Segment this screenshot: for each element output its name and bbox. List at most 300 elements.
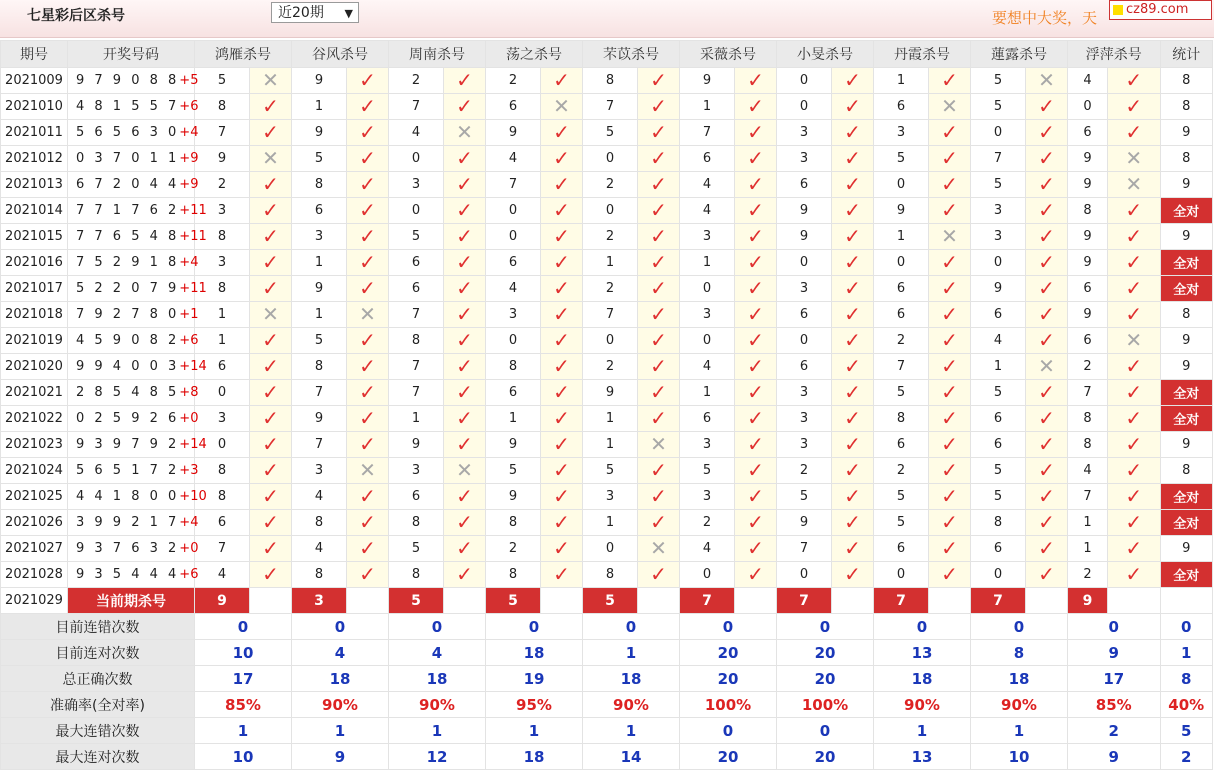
check-icon: ✓ (1125, 458, 1143, 482)
kill-number-cell: 7 (389, 354, 444, 380)
result-cell (347, 198, 389, 224)
kill-number-cell: 1 (292, 250, 347, 276)
result-cell (541, 146, 583, 172)
check-icon: ✓ (747, 380, 764, 404)
all-correct-badge: 全对 (1160, 250, 1213, 276)
check-icon: ✓ (1038, 328, 1055, 352)
result-cell (347, 510, 389, 536)
check-icon: ✓ (747, 484, 764, 508)
summary-value: 4 (389, 640, 486, 666)
result-cell (444, 276, 486, 302)
cross-icon: ✕ (941, 224, 958, 248)
kill-number-cell: 2 (680, 510, 735, 536)
result-cell (735, 120, 777, 146)
kill-number-cell: 6 (1068, 328, 1108, 354)
draw-numbers: 9 7 9 0 8 8 (76, 73, 180, 88)
table-row (1, 354, 1213, 380)
draw-bonus: +3 (179, 463, 199, 478)
period-cell: 2021021 (1, 380, 68, 406)
kill-number-cell: 7 (583, 94, 638, 120)
kill-number-cell: 1 (389, 406, 444, 432)
table-row (1, 536, 1213, 562)
summary-row (1, 640, 1213, 666)
kill-number-cell: 7 (583, 302, 638, 328)
kill-number-cell: 6 (486, 94, 541, 120)
kill-number-cell: 6 (874, 536, 929, 562)
result-cell (832, 354, 874, 380)
summary-value: 0 (874, 614, 971, 640)
result-cell (832, 406, 874, 432)
draw-bonus: +6 (179, 333, 199, 348)
period-cell: 2021009 (1, 68, 68, 94)
kill-number-cell: 4 (680, 536, 735, 562)
kill-number-cell: 6 (486, 380, 541, 406)
result-cell (444, 432, 486, 458)
result-cell (1026, 120, 1068, 146)
kill-number-cell: 3 (971, 198, 1026, 224)
check-icon: ✓ (359, 120, 376, 144)
kill-number-cell: 6 (195, 510, 250, 536)
check-icon: ✓ (1038, 198, 1055, 222)
result-cell (347, 94, 389, 120)
draw-bonus: +11 (179, 281, 207, 296)
result-cell (444, 94, 486, 120)
check-icon: ✓ (650, 68, 667, 92)
kill-number-cell: 0 (874, 172, 929, 198)
check-icon: ✓ (941, 458, 958, 482)
draw-bonus: +0 (179, 541, 199, 556)
result-cell (444, 250, 486, 276)
check-icon: ✓ (844, 146, 861, 170)
current-kill-number: 7 (874, 588, 929, 614)
check-icon: ✓ (553, 484, 570, 508)
result-cell (832, 432, 874, 458)
summary-value: 95% (486, 692, 583, 718)
kill-number-cell: 1 (874, 68, 929, 94)
check-icon: ✓ (844, 276, 861, 300)
result-cell (832, 94, 874, 120)
summary-value: 10 (195, 640, 292, 666)
check-icon: ✓ (1038, 406, 1055, 430)
result-cell (250, 146, 292, 172)
draw-numbers-cell (68, 510, 199, 536)
check-icon: ✓ (941, 406, 958, 430)
table-row (1, 432, 1213, 458)
check-icon: ✓ (456, 146, 473, 170)
top-bar (0, 0, 1214, 38)
check-icon: ✓ (844, 120, 861, 144)
kill-number-cell: 9 (777, 224, 832, 250)
check-icon: ✓ (1038, 172, 1055, 196)
kill-number-cell: 1 (583, 250, 638, 276)
result-cell (638, 458, 680, 484)
kill-number-cell: 8 (1068, 406, 1108, 432)
check-icon: ✓ (941, 276, 958, 300)
result-cell (444, 224, 486, 250)
result-cell (541, 406, 583, 432)
kill-number-cell: 9 (195, 146, 250, 172)
kill-number-cell: 7 (777, 536, 832, 562)
check-icon: ✓ (650, 354, 667, 378)
kill-number-cell: 9 (1068, 250, 1108, 276)
summary-value: 0 (292, 614, 389, 640)
result-cell (1108, 224, 1161, 250)
draw-numbers-cell (68, 328, 199, 354)
check-icon: ✓ (1038, 146, 1055, 170)
kill-number-cell: 0 (486, 198, 541, 224)
result-cell (347, 276, 389, 302)
result-cell (832, 276, 874, 302)
result-cell (444, 562, 486, 588)
period-select[interactable] (271, 2, 359, 23)
kill-number-cell: 8 (195, 94, 250, 120)
check-icon: ✓ (941, 562, 958, 586)
blank-cell (1160, 588, 1213, 614)
result-cell (1026, 536, 1068, 562)
result-cell (929, 328, 971, 354)
result-cell (1108, 562, 1161, 588)
result-cell (638, 484, 680, 510)
kill-number-cell: 9 (389, 432, 444, 458)
result-cell (1108, 510, 1161, 536)
check-icon: ✓ (747, 224, 764, 248)
summary-value: 18 (583, 666, 680, 692)
cross-icon: ✕ (1038, 68, 1055, 92)
kill-number-cell: 5 (971, 68, 1026, 94)
kill-number-cell: 1 (292, 302, 347, 328)
kill-number-cell: 9 (292, 120, 347, 146)
summary-value: 1 (486, 718, 583, 744)
kill-number-cell: 4 (1068, 458, 1108, 484)
result-cell (347, 484, 389, 510)
result-cell (832, 68, 874, 94)
col-header-expert: 芣苡杀号 (583, 41, 680, 68)
result-cell (250, 380, 292, 406)
result-cell (929, 562, 971, 588)
result-cell (1026, 94, 1068, 120)
result-cell (347, 458, 389, 484)
result-cell (1026, 250, 1068, 276)
blank-cell (929, 588, 971, 614)
summary-value: 20 (777, 666, 874, 692)
check-icon: ✓ (262, 328, 279, 352)
kill-number-cell: 3 (777, 120, 832, 146)
check-icon: ✓ (650, 120, 667, 144)
summary-value: 0 (583, 614, 680, 640)
current-kill-number: 5 (486, 588, 541, 614)
period-cell: 2021014 (1, 198, 68, 224)
check-icon: ✓ (359, 224, 376, 248)
check-icon: ✓ (747, 432, 764, 456)
check-icon: ✓ (1038, 510, 1055, 534)
result-cell (929, 198, 971, 224)
result-cell (735, 328, 777, 354)
kill-number-cell: 8 (1068, 198, 1108, 224)
draw-numbers: 5 6 5 6 3 0 (76, 125, 180, 140)
check-icon: ✓ (844, 250, 861, 274)
summary-value: 12 (389, 744, 486, 770)
result-cell (250, 536, 292, 562)
check-icon: ✓ (747, 562, 764, 586)
check-icon: ✓ (844, 432, 861, 456)
draw-numbers: 0 2 5 9 2 6 (76, 411, 180, 426)
result-cell (250, 484, 292, 510)
check-icon: ✓ (553, 302, 570, 326)
result-cell (929, 276, 971, 302)
check-icon: ✓ (456, 302, 473, 326)
check-icon: ✓ (747, 68, 764, 92)
draw-numbers: 9 3 5 4 4 4 (76, 567, 180, 582)
check-icon: ✓ (262, 562, 279, 586)
kill-number-cell: 5 (874, 380, 929, 406)
result-cell (347, 302, 389, 328)
result-cell (347, 432, 389, 458)
kill-number-cell: 0 (680, 328, 735, 354)
kill-number-cell: 7 (680, 120, 735, 146)
kill-number-cell: 6 (292, 198, 347, 224)
result-cell (929, 68, 971, 94)
kill-number-cell: 5 (486, 458, 541, 484)
draw-numbers-cell (68, 94, 199, 120)
check-icon: ✓ (456, 328, 473, 352)
kill-number-cell: 5 (971, 458, 1026, 484)
check-icon: ✓ (650, 94, 667, 118)
result-cell (347, 354, 389, 380)
draw-numbers-cell (68, 68, 199, 94)
check-icon: ✓ (844, 68, 861, 92)
check-icon: ✓ (941, 172, 958, 196)
cross-icon: ✕ (941, 94, 958, 118)
draw-numbers: 6 7 2 0 4 4 (76, 177, 180, 192)
check-icon: ✓ (941, 536, 958, 560)
result-cell (832, 172, 874, 198)
draw-bonus: +6 (179, 567, 199, 582)
kill-number-cell: 0 (389, 198, 444, 224)
period-select-value: 近20期 (278, 5, 324, 21)
check-icon: ✓ (359, 94, 376, 118)
blank-cell (638, 588, 680, 614)
summary-value: 1 (292, 718, 389, 744)
summary-value: 90% (971, 692, 1068, 718)
summary-stat: 5 (1160, 718, 1213, 744)
check-icon: ✓ (262, 250, 279, 274)
check-icon: ✓ (1125, 94, 1143, 118)
kill-number-cell: 0 (777, 94, 832, 120)
result-cell (541, 432, 583, 458)
summary-value: 20 (777, 744, 874, 770)
period-cell: 2021028 (1, 562, 68, 588)
draw-bonus: +1 (179, 307, 199, 322)
check-icon: ✓ (456, 562, 473, 586)
stat-cell: 9 (1160, 536, 1213, 562)
summary-row (1, 666, 1213, 692)
result-cell (929, 250, 971, 276)
check-icon: ✓ (1125, 354, 1143, 378)
result-cell (832, 120, 874, 146)
kill-number-cell: 6 (874, 302, 929, 328)
period-cell: 2021023 (1, 432, 68, 458)
kill-number-cell: 5 (292, 146, 347, 172)
result-cell (832, 380, 874, 406)
check-icon: ✓ (1125, 250, 1143, 274)
cross-icon: ✕ (262, 146, 279, 170)
result-cell (347, 120, 389, 146)
kill-number-cell: 6 (777, 354, 832, 380)
check-icon: ✓ (650, 380, 667, 404)
check-icon: ✓ (747, 302, 764, 326)
kill-number-cell: 0 (971, 250, 1026, 276)
summary-stat: 1 (1160, 640, 1213, 666)
result-cell (541, 354, 583, 380)
summary-row (1, 614, 1213, 640)
result-cell (541, 198, 583, 224)
check-icon: ✓ (553, 146, 570, 170)
result-cell (735, 562, 777, 588)
kill-number-cell: 1 (583, 510, 638, 536)
table-row (1, 146, 1213, 172)
result-cell (638, 536, 680, 562)
result-cell (638, 250, 680, 276)
current-kill-number: 7 (680, 588, 735, 614)
check-icon: ✓ (359, 276, 376, 300)
summary-value: 18 (971, 666, 1068, 692)
result-cell (735, 458, 777, 484)
summary-value: 19 (486, 666, 583, 692)
cross-icon: ✕ (650, 536, 667, 560)
result-cell (1108, 458, 1161, 484)
summary-value: 1 (874, 718, 971, 744)
col-header-expert: 蓮露杀号 (971, 41, 1068, 68)
kill-number-cell: 0 (680, 562, 735, 588)
check-icon: ✓ (1125, 432, 1143, 456)
kill-number-cell: 8 (292, 172, 347, 198)
check-icon: ✓ (553, 172, 570, 196)
kill-number-cell: 8 (389, 562, 444, 588)
check-icon: ✓ (747, 406, 764, 430)
check-icon: ✓ (553, 458, 570, 482)
draw-numbers-cell (68, 354, 207, 380)
result-cell (735, 484, 777, 510)
kill-number-cell: 7 (1068, 484, 1108, 510)
summary-value: 18 (292, 666, 389, 692)
result-cell (347, 172, 389, 198)
kill-number-cell: 5 (971, 484, 1026, 510)
check-icon: ✓ (650, 510, 667, 534)
check-icon: ✓ (650, 224, 667, 248)
result-cell (638, 276, 680, 302)
table-header-row (1, 41, 1213, 68)
check-icon: ✓ (844, 406, 861, 430)
site-logo[interactable] (1109, 0, 1212, 20)
check-icon: ✓ (941, 380, 958, 404)
result-cell (832, 250, 874, 276)
result-cell (444, 328, 486, 354)
check-icon: ✓ (359, 562, 376, 586)
result-cell (347, 562, 389, 588)
kill-number-cell: 9 (680, 68, 735, 94)
check-icon: ✓ (1125, 68, 1143, 92)
kill-number-cell: 8 (486, 562, 541, 588)
check-icon: ✓ (1125, 120, 1143, 144)
draw-numbers-cell (68, 484, 207, 510)
result-cell (1108, 94, 1161, 120)
kill-number-cell: 7 (389, 380, 444, 406)
check-icon: ✓ (262, 406, 279, 430)
summary-value: 100% (680, 692, 777, 718)
cross-icon: ✕ (1125, 146, 1143, 170)
summary-value: 20 (680, 744, 777, 770)
draw-bonus: +14 (179, 437, 207, 452)
check-icon: ✓ (747, 354, 764, 378)
result-cell (1026, 146, 1068, 172)
draw-numbers: 9 3 7 6 3 2 (76, 541, 180, 556)
kill-number-cell: 4 (1068, 68, 1108, 94)
current-kill-number: 5 (389, 588, 444, 614)
stat-cell: 9 (1160, 120, 1213, 146)
check-icon: ✓ (262, 94, 279, 118)
check-icon: ✓ (359, 250, 376, 274)
kill-number-cell: 4 (486, 276, 541, 302)
summary-value: 13 (874, 744, 971, 770)
draw-bonus: +4 (179, 255, 199, 270)
check-icon: ✓ (844, 458, 861, 482)
table-row (1, 484, 1213, 510)
result-cell (735, 276, 777, 302)
kill-number-cell: 8 (874, 406, 929, 432)
kill-number-cell: 5 (680, 458, 735, 484)
summary-value: 90% (389, 692, 486, 718)
col-header-expert: 谷风杀号 (292, 41, 389, 68)
check-icon: ✓ (456, 250, 473, 274)
check-icon: ✓ (941, 198, 958, 222)
result-cell (638, 354, 680, 380)
cross-icon: ✕ (650, 432, 667, 456)
col-header-expert: 采薇杀号 (680, 41, 777, 68)
table-row (1, 172, 1213, 198)
check-icon: ✓ (262, 536, 279, 560)
check-icon: ✓ (650, 328, 667, 352)
kill-number-cell: 9 (1068, 172, 1108, 198)
result-cell (444, 146, 486, 172)
kill-number-cell: 3 (777, 276, 832, 302)
kill-number-cell: 0 (583, 328, 638, 354)
check-icon: ✓ (747, 172, 764, 196)
kill-number-cell: 3 (680, 432, 735, 458)
result-cell (541, 94, 583, 120)
check-icon: ✓ (1038, 250, 1055, 274)
kill-number-cell: 0 (195, 432, 250, 458)
check-icon: ✓ (456, 354, 473, 378)
kill-number-cell: 0 (777, 250, 832, 276)
kill-number-cell: 6 (874, 432, 929, 458)
result-cell (929, 224, 971, 250)
kill-number-cell: 3 (971, 224, 1026, 250)
check-icon: ✓ (844, 380, 861, 404)
result-cell (832, 302, 874, 328)
check-icon: ✓ (1038, 536, 1055, 560)
kill-number-cell: 3 (777, 146, 832, 172)
summary-value: 18 (486, 640, 583, 666)
draw-bonus: +5 (179, 73, 199, 88)
result-cell (832, 224, 874, 250)
kill-number-cell: 4 (486, 146, 541, 172)
kill-number-cell: 1 (292, 94, 347, 120)
result-cell (735, 354, 777, 380)
draw-numbers-cell (68, 250, 199, 276)
result-cell (1026, 510, 1068, 536)
kill-number-cell: 9 (777, 510, 832, 536)
summary-value: 1 (971, 718, 1068, 744)
